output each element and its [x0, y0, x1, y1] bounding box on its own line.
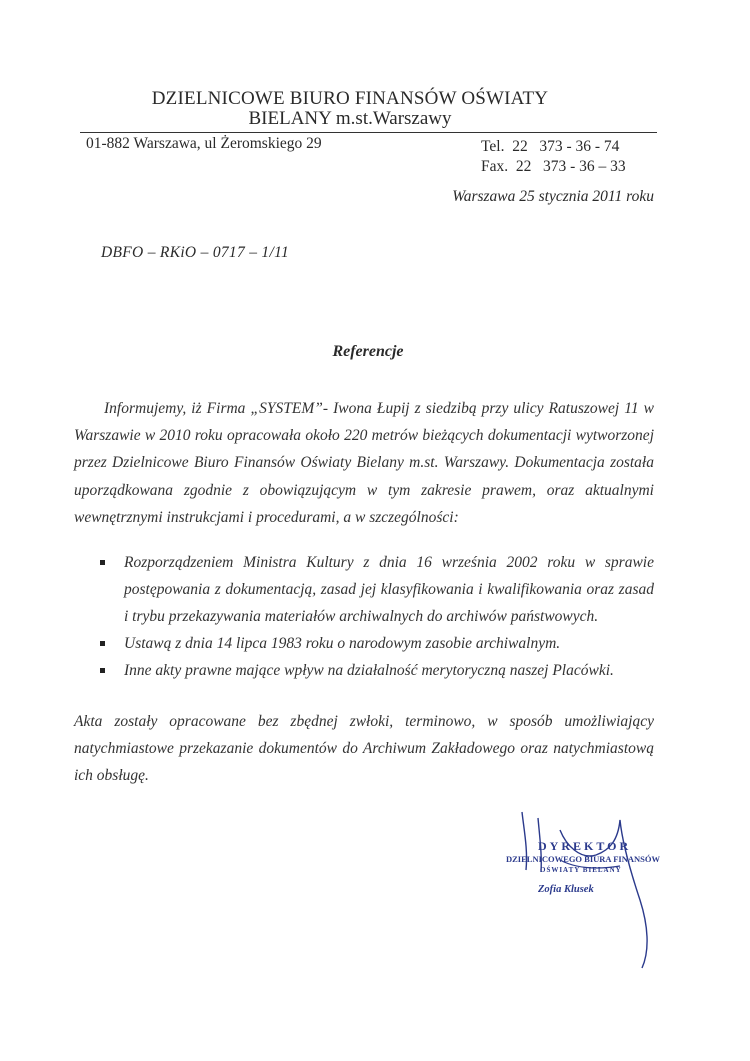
regulations-list: [98, 549, 654, 684]
reference-number: DBFO – RKiO – 0717 – 1/11: [101, 244, 290, 261]
list-item: [98, 657, 654, 684]
organization-district: BIELANY m.st.Warszawy: [248, 108, 452, 129]
list-item-text: Rozporządzeniem Ministra Kultury z dnia 16 września 2002 roku w sprawie postępowania z dokumentacją, zasad jej klasyfikowania i kwalifikowania oraz zasad i trybu przekazywania materiałów archiwalnych do archiwów państwowych.: [124, 554, 654, 625]
organization-name: DZIELNICOWE BIURO FINANSÓW OŚWIATY: [151, 88, 549, 109]
director-stamp-with-signature: [500, 800, 680, 970]
letterhead-divider: [80, 132, 657, 133]
letter-title: Referencje: [332, 343, 404, 360]
bullet-icon: [100, 641, 105, 646]
body-paragraph-1: Informujemy, iż Firma „SYSTEM”- Iwona Łupij z siedzibą przy ulicy Ratuszowej 11 w Warszawie w 2010 roku opracowała około 220 metrów bieżących dokumentacji wytworzonej przez Dzielnicowe Biuro Finansów Oświaty Bielany m.st. Warszawy. Dokumentacja została uporządkowana zgodnie z obowiązującym w tym zakresie prawem, oraz aktualnymi wewnętrznymi instrukcjami i procedurami, a w szczególności:: [74, 400, 654, 526]
stamp-organization-line: DZIELNICOWEGO BIURA FINANSÓW: [506, 854, 660, 864]
fax-number: Fax. 22 373 - 36 – 33: [481, 158, 626, 175]
bullet-icon: [100, 668, 105, 673]
stamp-organization-line-2: OŚWIATY BIELANY: [540, 866, 622, 874]
body-paragraph-2: Akta zostały opracowane bez zbędnej zwłoki, terminowo, w sposób umożliwiający natychmiastowe przekazanie dokumentów do Archiwum Zakładowego oraz natychmiastową ich obsługę.: [74, 713, 654, 785]
letter-date: Warszawa 25 stycznia 2011 roku: [452, 188, 654, 205]
bullet-icon: [100, 560, 105, 565]
list-item-text: Ustawą z dnia 14 lipca 1983 roku o narodowym zasobie archiwalnym.: [124, 635, 561, 652]
contact-block: [481, 137, 626, 177]
stamp-signatory-name: Zofia Klusek: [538, 884, 594, 895]
list-item-text: Inne akty prawne mające wpływ na działalność merytoryczną naszej Placówki.: [124, 662, 614, 679]
list-item: [98, 630, 654, 657]
list-item: [98, 549, 654, 630]
organization-address: 01-882 Warszawa, ul Żeromskiego 29: [86, 135, 322, 152]
stamp-title: DYREKTOR: [538, 839, 632, 853]
telephone-number: Tel. 22 373 - 36 - 74: [481, 138, 620, 155]
